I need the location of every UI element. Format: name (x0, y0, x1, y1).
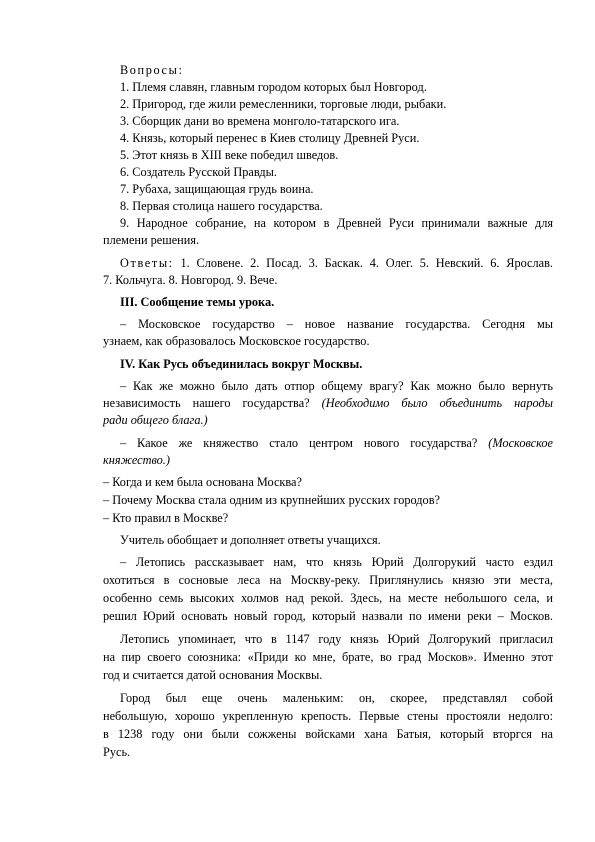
paragraph-line: на пир своего союзника: «Приди ко мне, брате, во град Москов». Именно этот (103, 650, 553, 664)
question-item: 2. Пригород, где жили ремесленники, торговые люди, рыбаки. (120, 97, 447, 111)
paragraph-line: в 1238 году они были сожжены войсками хана Батыя, который вторгся на (103, 727, 553, 741)
answers-line (120, 256, 553, 271)
question-text: независимость нашего государства? (103, 396, 322, 410)
question-line: – Кто правил в Москве? (103, 511, 229, 525)
question-item: 7. Рубаха, защищающая грудь воина. (120, 182, 314, 196)
expected-answer: (Московское (488, 436, 553, 450)
question-item: 4. Князь, который перенес в Киев столицу Древней Руси. (120, 131, 420, 145)
paragraph-line: Летопись упоминает, что в 1147 году князь Юрий Долгорукий пригласил (120, 632, 553, 646)
paragraph-line: Город был еще очень маленьким: он, скорее, представлял собой (120, 691, 553, 705)
question-line: – Как же можно было дать отпор общему врагу? Как можно было вернуть (120, 379, 553, 393)
expected-answer: княжество.) (103, 453, 170, 467)
question-item-continuation: племени решения. (103, 233, 200, 247)
question-item: 3. Сборщик дани во времена монголо-татарского ига. (120, 114, 400, 128)
section-3-title: III. Сообщение темы урока. (120, 295, 275, 309)
answers-text: 1. Словене. 2. Посад. 3. Баскак. 4. Олег. 5. Невский. 6. Ярослав. (173, 256, 553, 270)
question-line (120, 436, 553, 451)
paragraph-line: небольшую, хорошо укрепленную крепость. Первые стены простояли недолго: (103, 709, 553, 723)
section-4-title: IV. Как Русь объединилась вокруг Москвы. (120, 357, 363, 371)
paragraph-line: Русь. (103, 745, 131, 759)
question-item: 6. Создатель Русской Правды. (120, 165, 277, 179)
question-item: 1. Племя славян, главным городом которых был Новгород. (120, 80, 427, 94)
paragraph-line: решил Юрий основать новый город, который назвали по имени реки – Москов. (103, 609, 553, 623)
question-line (103, 396, 553, 411)
question-item: 9. Народное собрание, на котором в Древней Руси принимали важные для (120, 216, 553, 230)
question-text: – Какое же княжество стало центром нового государства? (120, 436, 489, 450)
expected-answer: (Необходимо было объединить народы (321, 396, 553, 410)
paragraph-line: – Летопись рассказывает нам, что князь Юрий Долгорукий часто ездил (120, 555, 553, 569)
paragraph-line: год и считается датой основания Москвы. (103, 668, 323, 682)
paragraph-line: охотиться в сосновые леса на Москву-реку. Приглянулись князю эти места, (103, 573, 553, 587)
question-item: 8. Первая столица нашего государства. (120, 199, 323, 213)
question-line: – Почему Москва стала одним из крупнейших русских городов? (103, 493, 440, 507)
section-3-text: узнаем, как образовалось Московское государство. (103, 334, 370, 348)
answers-heading: Ответы: (120, 256, 174, 270)
teacher-note: Учитель обобщает и дополняет ответы учащихся. (120, 533, 381, 547)
answers-line-2: 7. Кольчуга. 8. Новгород. 9. Вече. (103, 273, 278, 287)
paragraph-line: особенно семь высоких холмов над рекой. Здесь, на месте небольшого села, и (103, 591, 553, 605)
expected-answer: ради общего блага.) (103, 413, 208, 427)
question-item: 5. Этот князь в XIII веке победил шведов. (120, 148, 339, 162)
questions-heading: Вопросы: (120, 63, 184, 77)
question-line: – Когда и кем была основана Москва? (103, 475, 302, 489)
section-3-text: – Московское государство – новое название государства. Сегодня мы (120, 317, 553, 331)
